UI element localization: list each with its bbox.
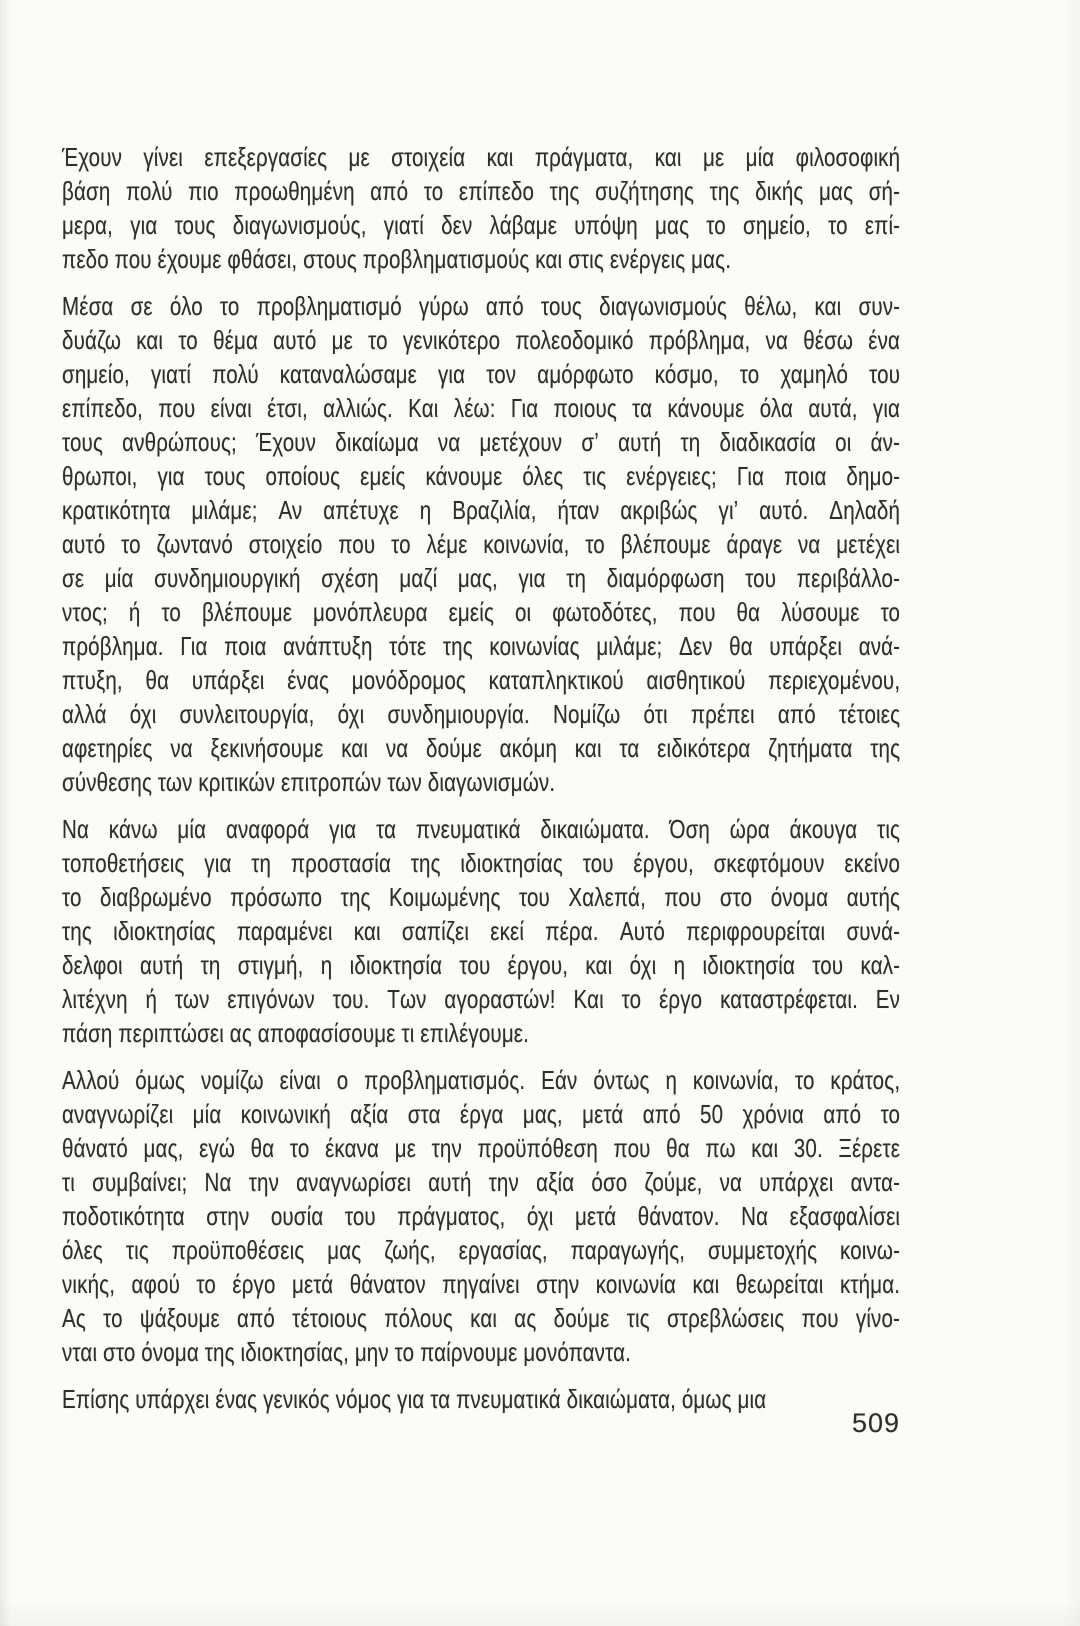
text-line: κρατικότητα μιλάμε; Αν απέτυχε η Βραζιλία, ήταν ακριβώς γι’ αυτό. Δηλαδή — [62, 495, 901, 525]
body-text — [62, 140, 902, 1416]
text-line: λιτέχνη ή των επιγόνων του. Των αγοραστών! Και το έργο καταστρέφεται. Εν — [62, 984, 901, 1014]
text-line: επίπεδο, που είναι έτσι, αλλιώς. Και λέω: Για ποιους τα κάνουμε όλα αυτά, για — [62, 393, 901, 423]
text-line: σύνθεσης των κριτικών επιτροπών των διαγωνισμών. — [62, 767, 556, 797]
text-line: Να κάνω μία αναφορά για τα πνευματικά δικαιώματα. Όση ώρα άκουγα τις — [62, 814, 901, 844]
text-line: το διαβρωμένο πρόσωπο της Κοιμωμένης του Χαλεπά, που στο όνομα αυτής — [62, 882, 901, 912]
text-line: σημείο, γιατί πολύ καταναλώσαμε για τον αμόρφωτο κόσμο, το χαμηλό του — [62, 359, 901, 389]
text-line: θάνατό μας, εγώ θα το έκανα με την προϋπόθεση που θα πω και 30. Ξέρετε — [62, 1133, 901, 1163]
text-line: ποδοτικότητα στην ουσία του πράγματος, όχι μετά θάνατον. Να εξασφαλίσει — [62, 1201, 901, 1231]
text-line: Έχουν γίνει επεξεργασίες με στοιχεία και πράγματα, και με μία φιλοσοφική — [62, 142, 901, 172]
text-line: νται στο όνομα της ιδιοκτησίας, μην το παίρνουμε μονόπαντα. — [62, 1337, 631, 1367]
text-line: πάση περιπτώσει ας αποφασίσουμε τι επιλέγουμε. — [62, 1018, 530, 1048]
paragraph — [62, 140, 902, 276]
page-number: 509 — [851, 1408, 900, 1438]
text-line: της ιδιοκτησίας παραμένει και σαπίζει εκεί πέρα. Αυτό περιφρουρείται συνά- — [62, 916, 901, 946]
text-line: τι συμβαίνει; Να την αναγνωρίσει αυτή την αξία όσο ζούμε, να υπάρχει αντα- — [62, 1167, 901, 1197]
text-line: Μέσα σε όλο το προβληματισμό γύρω από τους διαγωνισμούς θέλω, και συν- — [62, 291, 901, 321]
paragraph — [62, 812, 902, 1050]
text-line: αυτό το ζωντανό στοιχείο που το λέμε κοινωνία, το βλέπουμε άραγε να μετέχει — [62, 529, 901, 559]
text-line: αναγνωρίζει μία κοινωνική αξία στα έργα μας, μετά από 50 χρόνια από το — [62, 1099, 901, 1129]
text-line: θρωποι, για τους οποίους εμείς κάνουμε όλες τις ενέργειες; Για ποια δημο- — [62, 461, 901, 491]
text-line: βάση πολύ πιο προωθημένη από το επίπεδο της συζήτησης της δικής μας σή- — [62, 176, 901, 206]
text-line: πρόβλημα. Για ποια ανάπτυξη τότε της κοινωνίας μιλάμε; Δεν θα υπάρξει ανά- — [62, 631, 901, 661]
text-line: Ας το ψάξουμε από τέτοιους πόλους και ας δούμε τις στρεβλώσεις που γίνο- — [62, 1303, 901, 1333]
text-line: σε μία συνδημιουργική σχέση μαζί μας, για τη διαμόρφωση του περιβάλλο- — [62, 563, 901, 593]
text-line: όλες τις προϋποθέσεις μας ζωής, εργασίας, παραγωγής, συμμετοχής κοινω- — [62, 1235, 901, 1265]
paragraph — [62, 289, 902, 799]
text-line: τους ανθρώπους; Έχουν δικαίωμα να μετέχουν σ’ αυτή τη διαδικασία οι άν- — [62, 427, 901, 457]
text-line: αφετηρίες να ξεκινήσουμε και να δούμε ακόμη και τα ειδικότερα ζητήματα της — [62, 733, 901, 763]
text-line: ντος; ή το βλέπουμε μονόπλευρα εμείς οι φωτοδότες, που θα λύσουμε το — [62, 597, 901, 627]
text-line: Αλλού όμως νομίζω είναι ο προβληματισμός. Εάν όντως η κοινωνία, το κράτος, — [62, 1065, 901, 1095]
text-line: πεδο που έχουμε φθάσει, στους προβληματισμούς και στις ενέργεις μας. — [62, 244, 732, 274]
text-line: πτυξη, θα υπάρξει ένας μονόδρομος καταπληκτικού αισθητικού περιεχομένου, — [62, 665, 901, 695]
text-line: μερα, για τους διαγωνισμούς, γιατί δεν λάβαμε υπόψη μας το σημείο, το επί- — [62, 210, 901, 240]
text-line: Επίσης υπάρχει ένας γενικός νόμος για τα πνευματικά δικαιώματα, όμως μια — [62, 1384, 767, 1414]
text-line: αλλά όχι συνλειτουργία, όχι συνδημιουργία. Νομίζω ότι πρέπει από τέτοιες — [62, 699, 901, 729]
text-line: δυάζω και το θέμα αυτό με το γενικότερο πολεοδομικό πρόβλημα, να θέσω ένα — [62, 325, 901, 355]
text-line: νικής, αφού το έργο μετά θάνατον πηγαίνει στην κοινωνία και θεωρείται κτήμα. — [62, 1269, 901, 1299]
text-line: τοποθετήσεις για τη προστασία της ιδιοκτησίας του έργου, σκεφτόμουν εκείνο — [62, 848, 901, 878]
paragraph — [62, 1063, 902, 1369]
text-line: δελφοι αυτή τη στιγμή, η ιδιοκτησία του έργου, και όχι η ιδιοκτησία του καλ- — [62, 950, 901, 980]
